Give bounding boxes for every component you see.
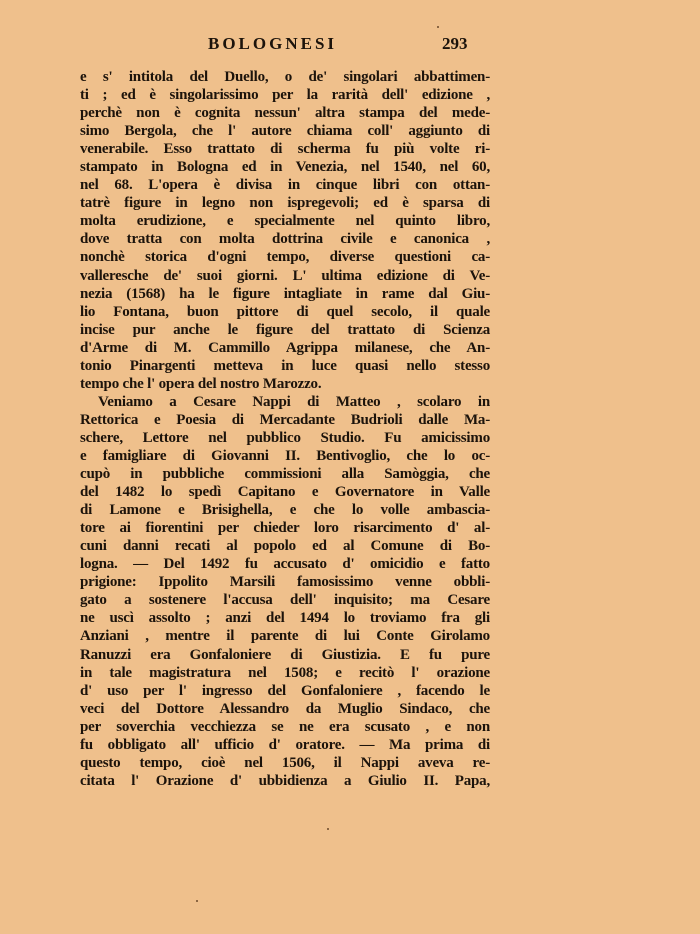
text-line: del 1482 lo spedì Capitano e Governatore in Valle	[80, 484, 490, 501]
text-line: d'Arme di M. Cammillo Agrippa milanese, che An-	[80, 339, 490, 356]
text-line: prigione: Ippolito Marsili famosissimo venne obbli-	[80, 574, 490, 591]
text-line: nezia (1568) ha le figure intagliate in rame dal Giu-	[80, 285, 490, 302]
text-line: tempo che l' opera del nostro Marozzo.	[80, 375, 322, 392]
text-line: tore ai fiorentini per chieder loro risarcimento d' al-	[80, 520, 490, 537]
paper-speck	[196, 900, 198, 902]
text-line: stampato in Bologna ed in Venezia, nel 1540, nel 60,	[80, 159, 490, 176]
page-header	[80, 34, 500, 58]
text-line: Ranuzzi era Gonfaloniere di Giustizia. E fu pure	[80, 646, 490, 663]
text-line: questo tempo, cioè nel 1506, il Nappi aveva re-	[80, 754, 490, 771]
text-line: veci del Dottore Alessandro da Muglio Sindaco, che	[80, 700, 490, 717]
text-line: d' uso per l' ingresso del Gonfaloniere , facendo le	[80, 682, 490, 699]
text-line: gato a sostenere l'accusa dell' inquisito; ma Cesare	[80, 592, 490, 609]
text-line: cuni danni recati al popolo ed al Comune di Bo-	[80, 538, 490, 555]
text-line: e famigliare di Giovanni II. Bentivoglio, che lo oc-	[80, 447, 490, 464]
paper-speck	[327, 828, 329, 830]
text-line: tatrè figure in legno non ispregevoli; ed è sparsa di	[80, 195, 490, 212]
text-line: di Lamone e Brisighella, e che lo volle ambascia-	[80, 502, 490, 519]
text-line: e s' intitola del Duello, o de' singolari abbattimen-	[80, 69, 490, 85]
text-line: tonio Pinargenti metteva in luce quasi nello stesso	[80, 357, 490, 374]
text-line: logna. — Del 1492 fu accusato d' omicidio e fatto	[80, 556, 490, 573]
text-line: Rettorica e Poesia di Mercadante Budrioli dalle Ma-	[80, 411, 490, 428]
text-line: perchè non è cognita nessun' altra stampa del mede-	[80, 105, 490, 122]
text-line: ne uscì assolto ; anzi del 1494 lo troviamo fra gli	[80, 610, 490, 627]
body-text	[80, 68, 490, 790]
text-line: citata l' Orazione d' ubbidienza a Giulio II. Papa,	[80, 772, 490, 789]
text-line: nonchè storica d'ogni tempo, diverse questioni ca-	[80, 249, 490, 266]
text-line: molta erudizione, e specialmente nel quinto libro,	[80, 213, 490, 230]
text-line: schere, Lettore nel pubblico Studio. Fu amicissimo	[80, 429, 490, 446]
text-line: cupò in pubbliche commissioni alla Samòggia, che	[80, 466, 490, 483]
page-number: 293	[442, 34, 468, 53]
text-line: dove tratta con molta dottrina civile e canonica ,	[80, 231, 490, 248]
text-line: venerabile. Esso trattato di scherma fu più volte ri-	[80, 141, 490, 158]
text-line: Anziani , mentre il parente di lui Conte Girolamo	[80, 628, 490, 645]
text-line: fu obbligato all' ufficio d' oratore. — Ma prima di	[80, 736, 490, 753]
running-head: BOLOGNESI	[208, 34, 338, 53]
text-line: Veniamo a Cesare Nappi di Matteo , scolaro in	[98, 393, 490, 410]
text-line: in tale magistratura nel 1508; e recitò l' orazione	[80, 664, 490, 681]
text-line: ti ; ed è singolarissimo per la rarità dell' edizione ,	[80, 87, 490, 104]
text-line: per soverchia vecchiezza se ne era scusato , e non	[80, 718, 490, 735]
text-line: simo Bergola, che l' autore chiama coll' aggiunto di	[80, 123, 490, 140]
text-line: incise pur anche le figure del trattato di Scienza	[80, 321, 490, 338]
text-line: lio Fontana, buon pittore di quel secolo, il quale	[80, 303, 490, 320]
text-line: nel 68. L'opera è divisa in cinque libri con ottan-	[80, 177, 490, 194]
text-line: valleresche de' suoi giorni. L' ultima edizione di Ve-	[80, 267, 490, 284]
paper-speck	[437, 26, 439, 28]
